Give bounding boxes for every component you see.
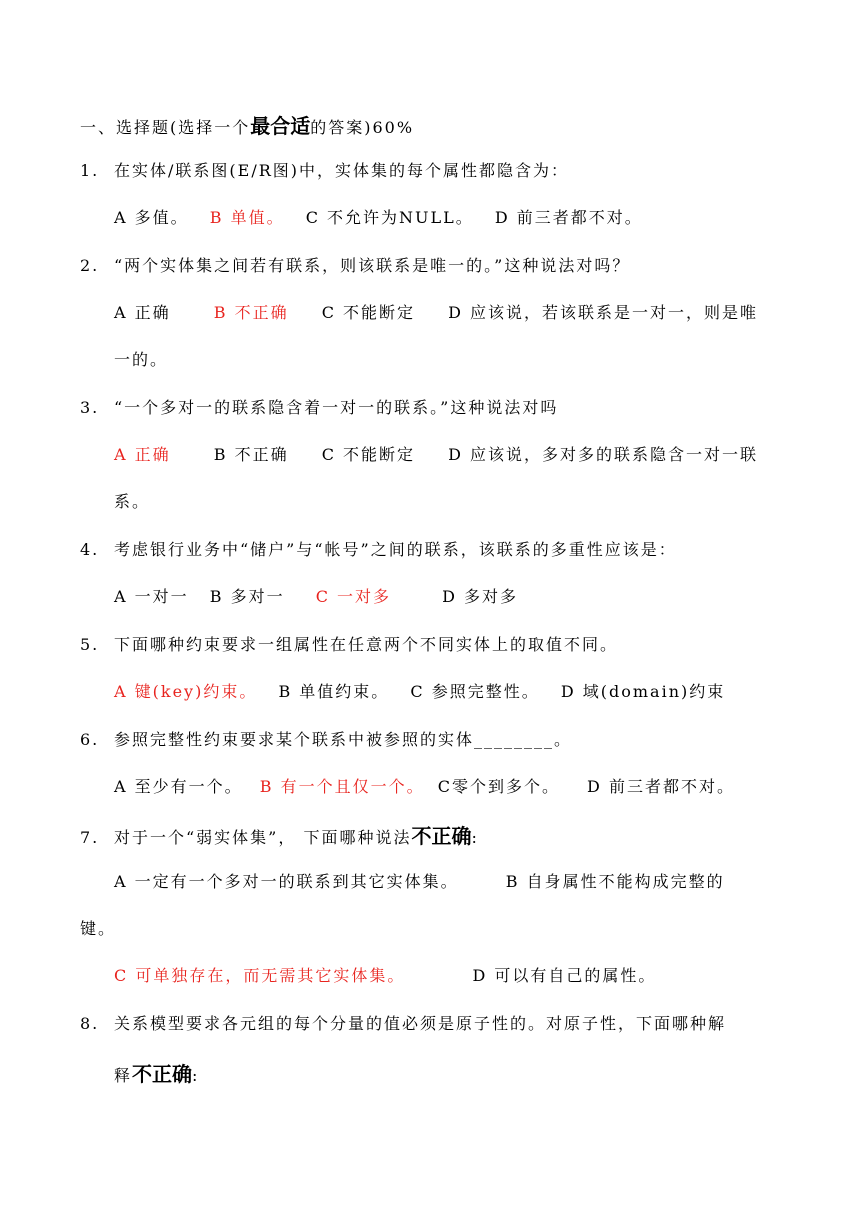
- question-3-continuation: 系。: [114, 492, 151, 511]
- question-2-options: [114, 300, 758, 323]
- question-number: 8.: [80, 1014, 100, 1033]
- option-a: A 至少有一个。: [114, 777, 243, 796]
- option-c: C 不允许为NULL。: [305, 208, 474, 227]
- question-number: 2.: [80, 256, 100, 275]
- option-a: A 一对一: [114, 587, 189, 606]
- question-6-options: [114, 774, 735, 797]
- question-text-suffix: :: [471, 828, 479, 847]
- section-heading: [80, 110, 414, 139]
- option-a-correct: A 正确: [114, 445, 171, 464]
- option-d: D 前三者都不对。: [494, 208, 643, 227]
- option-b: B 多对一: [209, 587, 285, 606]
- continuation-emphasis: 不正确: [132, 1062, 193, 1086]
- option-c-correct: C 可单独存在，而无需其它实体集。: [114, 966, 406, 985]
- option-b-correct: B 单值。: [209, 208, 285, 227]
- question-text-prefix: 对于一个“弱实体集”， 下面哪种说法: [114, 828, 412, 847]
- question-text: “一个多对一的联系隐含着一对一的联系。”这种说法对吗: [114, 398, 559, 417]
- option-b: B 不正确: [213, 445, 289, 464]
- option-d: D 可以有自己的属性。: [472, 966, 657, 985]
- question-text: 参照完整性约束要求某个联系中被参照的实体________。: [114, 730, 573, 749]
- question-1: [80, 158, 569, 181]
- option-c: C 不能断定: [321, 445, 416, 464]
- question-5: [80, 632, 618, 655]
- option-c: C零个到多个。: [437, 777, 560, 796]
- question-number: 7.: [80, 828, 100, 847]
- option-c-correct: C 一对多: [315, 587, 392, 606]
- question-8-continuation: [114, 1058, 199, 1087]
- section-heading-suffix: 的答案)60%: [310, 118, 415, 137]
- question-number: 4.: [80, 540, 100, 559]
- question-number: 1.: [80, 161, 100, 180]
- option-b: B 单值约束。: [278, 682, 390, 701]
- question-6: [80, 727, 572, 750]
- question-number: 3.: [80, 398, 100, 417]
- option-b-correct: B 不正确: [213, 303, 289, 322]
- question-text-emphasis: 不正确: [411, 824, 472, 848]
- option-a-correct: A 键(key)约束。: [114, 682, 258, 701]
- question-7: [80, 820, 479, 849]
- continuation-suffix: :: [192, 1066, 200, 1085]
- option-d: D 前三者都不对。: [587, 777, 735, 796]
- question-text: 关系模型要求各元组的每个分量的值必须是原子性的。对原子性，下面哪种解: [114, 1014, 727, 1033]
- option-d: D 应该说，多对多的联系隐含一对一联: [448, 445, 759, 464]
- option-d: D 应该说，若该联系是一对一，则是唯: [448, 303, 759, 322]
- question-text: “两个实体集之间若有联系，则该联系是唯一的。”这种说法对吗？: [114, 256, 631, 275]
- option-c: C 不能断定: [321, 303, 416, 322]
- question-7-options-row2: [114, 963, 656, 986]
- question-2-continuation: 一的。: [114, 350, 169, 369]
- option-b-correct: B 有一个且仅一个。: [259, 777, 425, 796]
- question-2: [80, 253, 630, 276]
- question-7-continuation: 键。: [80, 919, 117, 938]
- question-8: [80, 1011, 726, 1034]
- question-4-options: [114, 584, 518, 607]
- section-heading-prefix: 一、选择题(选择一个: [80, 118, 251, 137]
- option-a: A 正确: [114, 303, 171, 322]
- question-7-options-row1: [114, 869, 725, 892]
- question-text: 下面哪种约束要求一组属性在任意两个不同实体上的取值不同。: [114, 635, 619, 654]
- option-d: D 多对多: [442, 587, 519, 606]
- option-a: A 一定有一个多对一的联系到其它实体集。: [114, 872, 459, 891]
- question-text: 考虑银行业务中“储户”与“帐号”之间的联系，该联系的多重性应该是：: [114, 540, 677, 559]
- question-3: [80, 395, 558, 418]
- question-1-options: [114, 205, 643, 228]
- option-c: C 参照完整性。: [410, 682, 540, 701]
- question-number: 5.: [80, 635, 100, 654]
- option-b: B 自身属性不能构成完整的: [505, 872, 725, 891]
- option-d: D 域(domain)约束: [560, 682, 726, 701]
- question-text: 在实体/联系图(E/R图)中，实体集的每个属性都隐含为：: [114, 161, 569, 180]
- question-5-options: [114, 679, 725, 702]
- question-number: 6.: [80, 730, 100, 749]
- section-heading-emphasis: 最合适: [250, 114, 311, 138]
- continuation-prefix: 释: [114, 1066, 133, 1085]
- question-3-options: [114, 442, 758, 465]
- option-a: A 多值。: [114, 208, 189, 227]
- question-4: [80, 537, 677, 560]
